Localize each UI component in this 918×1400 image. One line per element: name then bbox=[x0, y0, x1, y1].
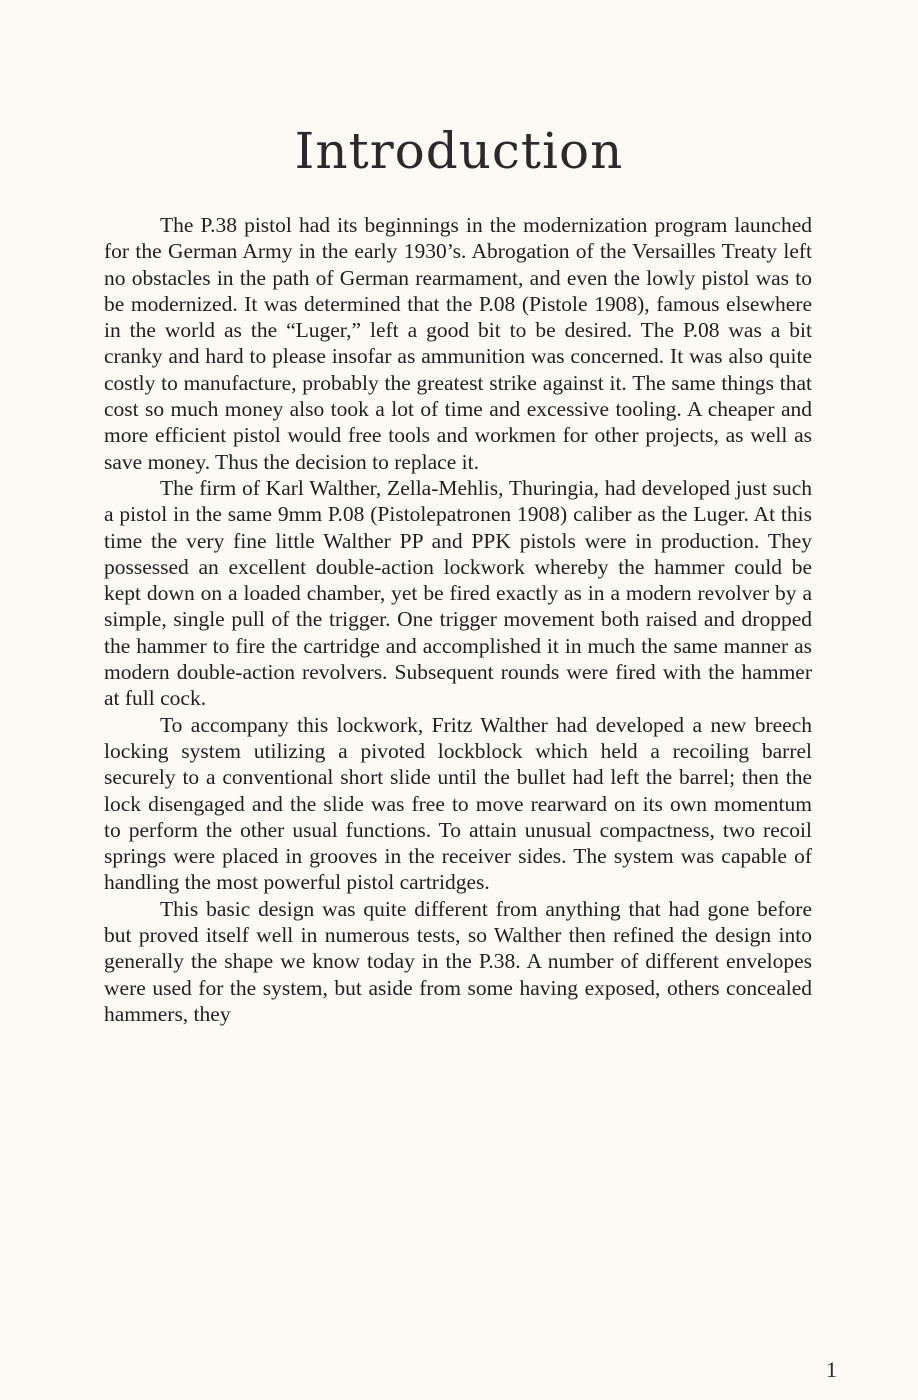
paragraph-4: This basic design was quite different from anything that had gone before but proved itself well in numerous tests, so Walther then refined the design into generally the shape we know today in the P.38. A number of different envelopes were used for the system, but aside from some having exposed, others concealed hammers, they bbox=[104, 896, 812, 1026]
page-title: Introduction bbox=[294, 122, 624, 180]
body-text bbox=[104, 212, 812, 1027]
page-number: 1 bbox=[826, 1357, 837, 1382]
paragraph-3: To accompany this lockwork, Fritz Walther had developed a new breech locking system utilizing a pivoted lockblock which held a recoiling barrel securely to a conventional short slide until the bullet had left the barrel; then the lock disengaged and the slide was free to move rearward on its own momentum to perform the other usual functions. To attain unusual compactness, two recoil springs were placed in grooves in the receiver sides. The system was capable of handling the most powerful pistol cartridges. bbox=[104, 712, 812, 895]
paragraph-2: The firm of Karl Walther, Zella-Mehlis, Thuringia, had developed just such a pistol in the same 9mm P.08 (Pistolepatronen 1908) caliber as the Luger. At this time the very fine little Walther PP and PPK pistols were in production. They possessed an excellent double-action lockwork whereby the hammer could be kept down on a loaded chamber, yet be fired exactly as in a modern revolver by a simple, single pull of the trigger. One trigger movement both raised and dropped the hammer to fire the cartridge and accomplished it in much the same manner as modern double-action revolvers. Subsequent rounds were fired with the hammer at full cock. bbox=[104, 475, 812, 711]
paragraph-1: The P.38 pistol had its beginnings in the modernization program launched for the German Army in the early 1930’s. Abrogation of the Versailles Treaty left no obstacles in the path of German rearmament, and even the lowly pistol was to be modernized. It was determined that the P.08 (Pistole 1908), famous elsewhere in the world as the “Luger,” left a good bit to be desired. The P.08 was a bit cranky and hard to please insofar as ammunition was concerned. It was also quite costly to manufacture, probably the greatest strike against it. The same things that cost so much money also took a lot of time and excessive tooling. A cheaper and more efficient pistol would free tools and workmen for other projects, as well as save money. Thus the decision to replace it. bbox=[104, 213, 812, 474]
